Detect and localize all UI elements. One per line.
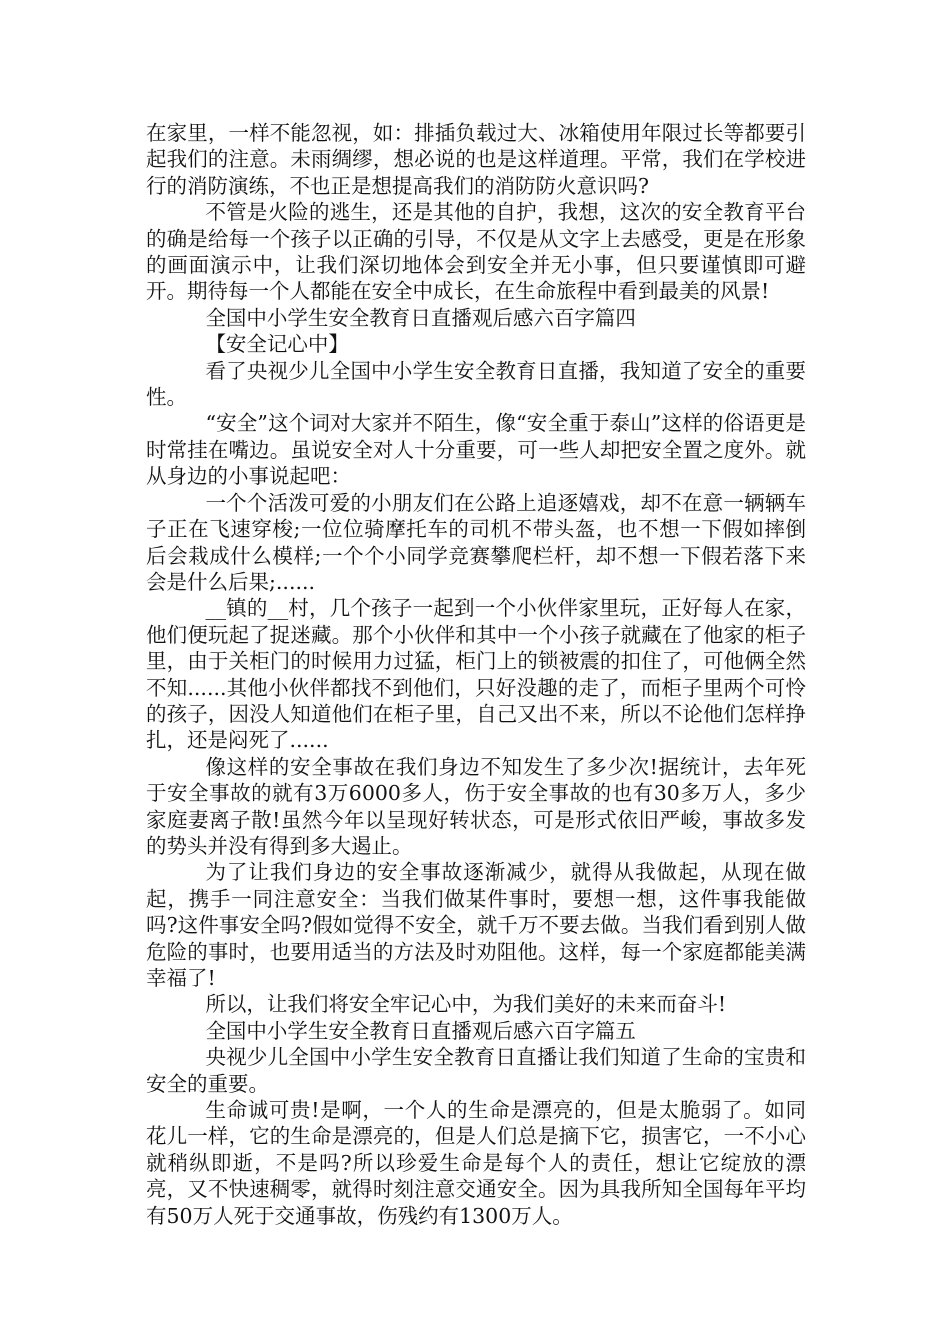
- paragraph-9: 所以，让我们将安全牢记心中，为我们美好的未来而奋斗!: [205, 992, 727, 1017]
- paragraph-7: 像这样的安全事故在我们身边不知发生了多少次!据统计，去年死于安全事故的就有3万6000多人，伤于安全事故的也有30多万人，多少家庭妻离子散!虽然今年以呈现好转状态，可是形式依旧严峻，事故多发的势头并没有得到多大遏止。: [146, 754, 806, 858]
- paragraph-11: 生命诚可贵!是啊，一个人的生命是漂亮的，但是太脆弱了。如同花儿一样，它的生命是漂亮的，但是人们总是摘下它，损害它，一不小心就稍纵即逝，不是吗?所以珍爱生命是每个人的责任，想让它绽放的漂亮，又不快速稠零，就得时刻注意交通安全。因为具我所知全国每年平均有50万人死于交通事故，伤残约有1300万人。: [146, 1098, 806, 1228]
- paragraph-2: 不管是火险的逃生，还是其他的自护，我想，这次的安全教育平台的确是给每一个孩子以正确的引导，不仅是从文字上去感受，更是在形象的画面演示中，让我们深切地体会到安全并无小事，但只要谨慎即可避开。期待每一个人都能在安全中成长，在生命旅程中看到最美的风景!: [146, 200, 806, 304]
- section-heading-5: 全国中小学生安全教育日直播观后感六百字篇五: [205, 1018, 636, 1043]
- document-body: [146, 120, 806, 1229]
- paragraph-3: 看了央视少儿全国中小学生安全教育日直播，我知道了安全的重要性。: [146, 358, 806, 410]
- paragraph-8: 为了让我们身边的安全事故逐渐减少，就得从我做起，从现在做起，携手一同注意安全：当我们做某件事时，要想一想，这件事我能做吗?这件事安全吗?假如觉得不安全，就千万不要去做。当我们看到别人做危险的事时，也要用适当的方法及时劝阻他。这样，每一个家庭都能美满幸福了!: [146, 860, 806, 990]
- paragraph-4: “安全”这个词对大家并不陌生，像“安全重于泰山”这样的俗语更是时常挂在嘴边。虽说安全对人十分重要，可一些人却把安全置之度外。就从身边的小事说起吧：: [146, 411, 806, 489]
- paragraph-6: __镇的__村，几个孩子一起到一个小伙伴家里玩，正好每人在家，他们便玩起了捉迷藏。那个小伙伴和其中一个小孩子就藏在了他家的柜子里，由于关柜门的时候用力过猛，柜门上的锁被震的扣住了，可他俩全然不知......其他小伙伴都找不到他们，只好没趣的走了，而柜子里两个可怜的孩子，因没人知道他们在柜子里，自己又出不来，所以不论他们怎样挣扎，还是闷死了......: [146, 596, 806, 753]
- section-heading-4: 全国中小学生安全教育日直播观后感六百字篇四: [205, 305, 636, 330]
- essay-title-safety: 【安全记心中】: [205, 332, 349, 357]
- paragraph-10: 央视少儿全国中小学生安全教育日直播让我们知道了生命的宝贵和安全的重要。: [146, 1045, 806, 1096]
- paragraph-5: 一个个活泼可爱的小朋友们在公路上追逐嬉戏，却不在意一辆辆车子正在飞速穿梭;一位位骑摩托车的司机不带头盔，也不想一下假如摔倒后会栽成什么模样;一个个小同学竞赛攀爬栏杆，却不想一下假若落下来会是什么后果;......: [146, 490, 806, 594]
- paragraph-1: 在家里，一样不能忽视，如：排插负载过大、冰箱使用年限过长等都要引起我们的注意。未雨绸缪，想必说的也是这样道理。平常，我们在学校进行的消防演练，不也正是想提高我们的消防防火意识吗?: [146, 121, 806, 198]
